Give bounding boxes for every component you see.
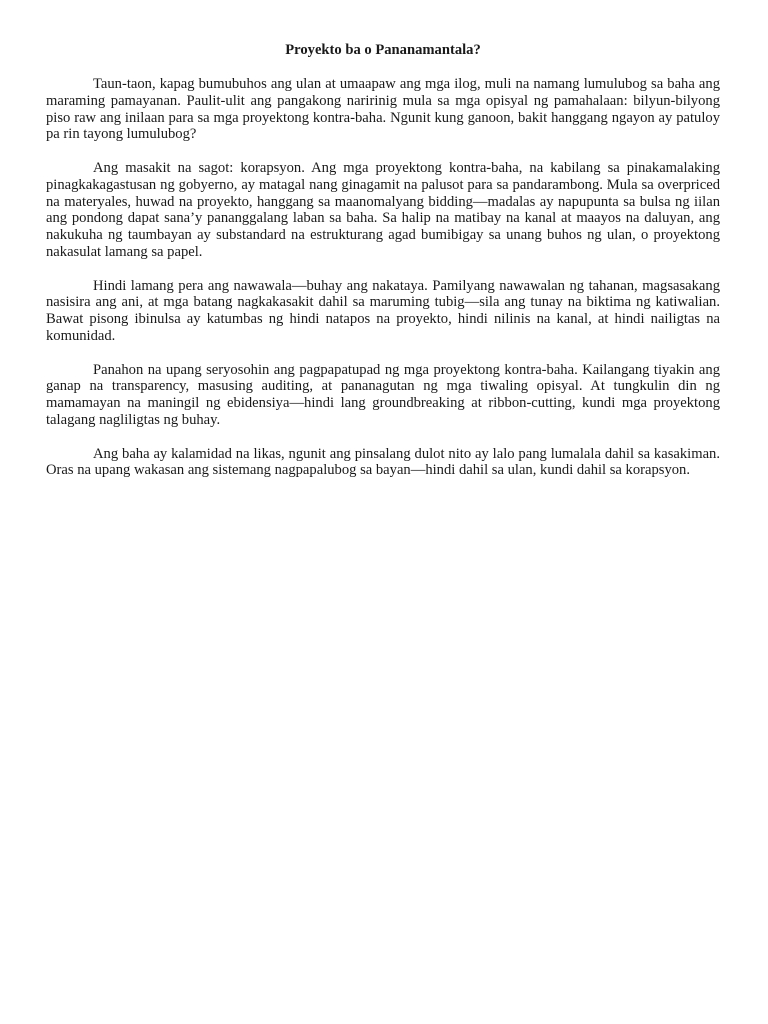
paragraph-3: Hindi lamang pera ang nawawala—buhay ang nakataya. Pamilyang nawawalan ng tahanan, magsasakang nasisira ang ani, at mga batang nagkakasakit dahil sa maruming tubig—sila ang tunay na biktima ng katiwalian. Bawat pisong ibinulsa ay katumbas ng hindi natapos na proyekto, hindi nilinis na kanal, at hindi nailigtas na komunidad. (46, 277, 720, 344)
paragraph-1: Taun-taon, kapag bumubuhos ang ulan at umaapaw ang mga ilog, muli na namang lumulubog sa baha ang maraming pamayanan. Paulit-ulit ang pangakong naririnig mula sa mga opisyal ng pamahalaan: bilyun-bilyong piso raw ang inilaan para sa mga proyektong kontra-baha. Ngunit kung ganoon, bakit hanggang ngayon ay patuloy pa rin tayong lumulubog? (46, 76, 720, 143)
document-title: Proyekto ba o Pananamantala? (285, 42, 481, 58)
paragraph-4: Panahon na upang seryosohin ang pagpapatupad ng mga proyektong kontra-baha. Kailangang tiyakin ang ganap na transparency, masusing auditing, at pananagutan ng mga tiwaling opisyal. At tungkulin din ng mamamayan na maningil ng ebidensiya—hindi lang groundbreaking at ribbon-cutting, kundi mga proyektong talagang nagliligtas ng buhay. (46, 361, 720, 428)
paragraph-5: Ang baha ay kalamidad na likas, ngunit ang pinsalang dulot nito ay lalo pang lumalala dahil sa kasakiman. Oras na upang wakasan ang sistemang nagpapalubog sa bayan—hindi dahil sa ulan, kundi dahil sa korapsyon. (46, 445, 720, 479)
document-page (46, 42, 720, 496)
paragraph-2: Ang masakit na sagot: korapsyon. Ang mga proyektong kontra-baha, na kabilang sa pinakamalaking pinagkakagastusan ng gobyerno, ay matagal nang ginagamit na palusot para sa pandarambong. Mula sa overpriced na materyales, huwad na proyekto, hanggang sa maanomalyang bidding—madalas ay napupunta sa bulsa ng iilan ang pondong dapat sana’y pananggalang laban sa baha. Sa halip na matibay na kanal at maayos na daluyan, ang nakukuha ng taumbayan ay substandard na estrukturang agad bumibigay sa unang buhos ng ulan, o proyektong nakasulat lamang sa papel. (46, 159, 720, 260)
